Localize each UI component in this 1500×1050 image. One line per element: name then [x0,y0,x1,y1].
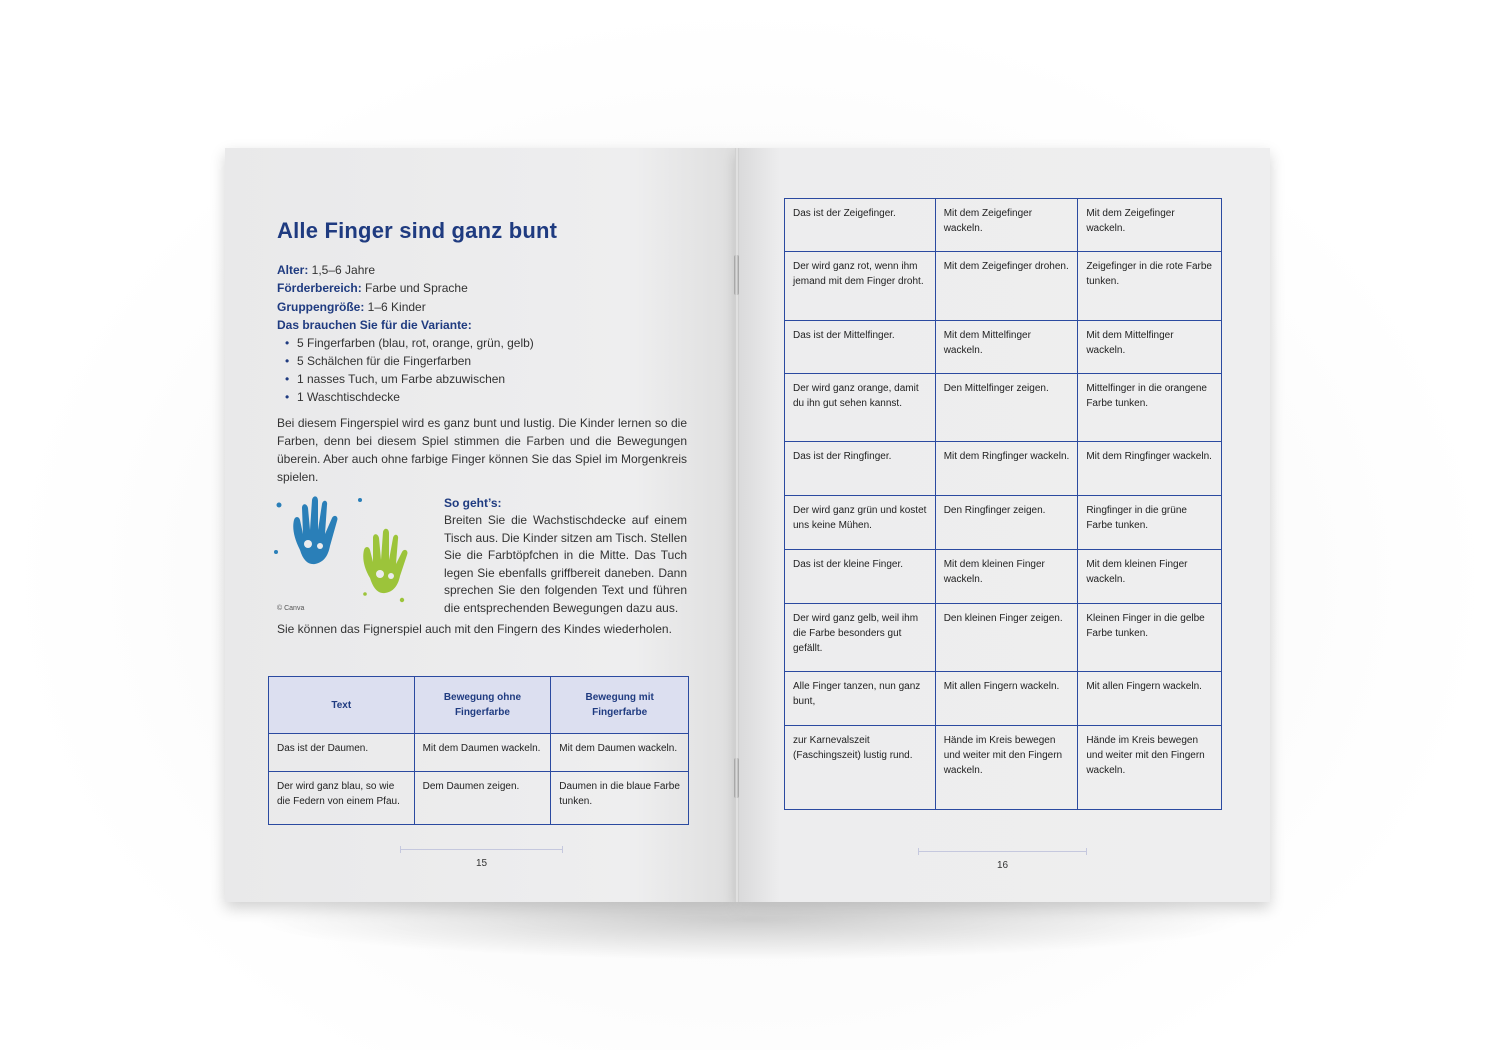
table-cell: Der wird ganz gelb, weil ihm die Farbe besonders gut gefällt. [785,604,936,672]
table-header-with-paint: Bewegung mit Fingerfarbe [551,677,689,734]
page-number-rule-left [400,849,563,850]
finger-game-table-start [268,676,689,825]
list-item: • 5 Fingerfarben (blau, rot, orange, grün, gelb) [285,336,534,354]
green-handprint [363,529,407,602]
table-row [785,550,1222,604]
instructions-heading: So geht’s: [444,496,502,510]
table-cell: Ringfinger in die grüne Farbe tunken. [1078,496,1222,550]
table-cell: Den kleinen Finger zeigen. [935,604,1078,672]
table-row [785,726,1222,810]
table-cell: Der wird ganz rot, wenn ihm jemand mit dem Finger droht. [785,252,936,321]
meta-group [277,298,426,316]
table-row [785,496,1222,550]
table-row [785,442,1222,496]
table-cell: Das ist der Daumen. [269,734,415,772]
table-row [269,734,689,772]
table-cell: Mit dem Zeigefinger wackeln. [1078,199,1222,252]
table-cell: zur Karnevalszeit (Faschingszeit) lustig rund. [785,726,936,810]
table-cell: Kleinen Finger in die gelbe Farbe tunken. [1078,604,1222,672]
table-cell: Mit dem Daumen wackeln. [414,734,551,772]
blue-handprint [274,496,362,564]
closing-line: Sie können das Fignerspiel auch mit den Fingern des Kindes wiederholen. [277,622,672,636]
handprints-image [270,490,430,605]
table-cell: Das ist der Ringfinger. [785,442,936,496]
meta-focus-value: Farbe und Sprache [361,281,468,295]
intro-paragraph: Bei diesem Fingerspiel wird es ganz bunt und lustig. Die Kinder lernen so die Farben, denn bei diesem Spiel stimmen die Farben und die Bewegungen überein. Aber auch ohne farbige Finger können Sie das Spiel im Morgenkreis spielen. [277,416,687,484]
table-cell: Mit dem Ringfinger wackeln. [935,442,1078,496]
meta-group-label: Gruppengröße: [277,300,365,314]
meta-age-value: 1,5–6 Jahre [308,263,376,277]
table-cell: Mit allen Fingern wackeln. [1078,672,1222,726]
list-item: • 1 nasses Tuch, um Farbe abzuwischen [285,372,534,390]
finger-game-table-continued [784,198,1222,810]
table-row [785,252,1222,321]
meta-focus-label: Förderbereich: [277,281,362,295]
table-cell: Den Mittelfinger zeigen. [935,374,1078,442]
table-cell: Mit dem Daumen wackeln. [551,734,689,772]
requirements-list [285,336,534,408]
table-cell: Daumen in die blaue Farbe tunken. [551,772,689,825]
meta-focus [277,279,468,297]
table-cell: Mit dem Mittelfinger wackeln. [935,321,1078,374]
table-row [785,374,1222,442]
table-cell: Zeigefinger in die rote Farbe tunken. [1078,252,1222,321]
table-cell: Hände im Kreis bewegen und weiter mit den Fingern wackeln. [935,726,1078,810]
page-number-right: 16 [997,860,1009,871]
table-row [269,772,689,825]
table-header-without-paint: Bewegung ohne Fingerfarbe [414,677,551,734]
table-cell: Dem Daumen zeigen. [414,772,551,825]
list-item: • 5 Schälchen für die Fingerfarben [285,354,534,372]
table-cell: Mit dem Ringfinger wackeln. [1078,442,1222,496]
table-cell: Mit dem kleinen Finger wackeln. [935,550,1078,604]
table-cell: Mit dem Zeigefinger wackeln. [935,199,1078,252]
table-cell: Das ist der Mittelfinger. [785,321,936,374]
table-cell: Der wird ganz blau, so wie die Federn von einem Pfau. [269,772,415,825]
table-row [785,672,1222,726]
table-cell: Mit dem Zeigefinger drohen. [935,252,1078,321]
instructions-text: Breiten Sie die Wachstischdecke auf einem Tisch aus. Die Kinder sitzen am Tisch. Stellen Sie die Farbtöpfchen in die Mitte. Das Tuch legen Sie ebenfalls griffbereit daneben. Dann sprechen Sie den folgenden Text und führen die entsprechenden Bewegungen dazu aus. [444,513,687,615]
table-cell: Mit dem Mittelfinger wackeln. [1078,321,1222,374]
staple-bottom [734,758,739,798]
meta-age-label: Alter: [277,263,309,277]
staple-top [734,255,739,295]
table-cell: Alle Finger tanzen, nun ganz bunt, [785,672,936,726]
page-number-rule-right [918,851,1087,852]
table-cell: Mit dem kleinen Finger wackeln. [1078,550,1222,604]
table-row [785,604,1222,672]
table-header-row [269,677,689,734]
table-row [785,321,1222,374]
list-item: • 1 Waschtischdecke [285,390,534,408]
page-number-left: 15 [476,858,488,869]
table-row [785,199,1222,252]
requirements-heading: Das brauchen Sie für die Variante: [277,318,472,332]
meta-group-value: 1–6 Kinder [364,300,426,314]
table-cell: Der wird ganz orange, damit du ihn gut sehen kannst. [785,374,936,442]
table-cell: Den Ringfinger zeigen. [935,496,1078,550]
table-cell: Hände im Kreis bewegen und weiter mit den Fingern wackeln. [1078,726,1222,810]
table-cell: Das ist der Zeigefinger. [785,199,936,252]
page-title: Alle Finger sind ganz bunt [277,218,558,243]
table-cell: Der wird ganz grün und kostet uns keine Mühen. [785,496,936,550]
meta-age [277,261,375,279]
table-cell: Mit allen Fingern wackeln. [935,672,1078,726]
image-credit: © Canva [277,605,305,612]
table-cell: Mittelfinger in die orangene Farbe tunken. [1078,374,1222,442]
table-cell: Das ist der kleine Finger. [785,550,936,604]
table-header-text: Text [269,677,415,734]
